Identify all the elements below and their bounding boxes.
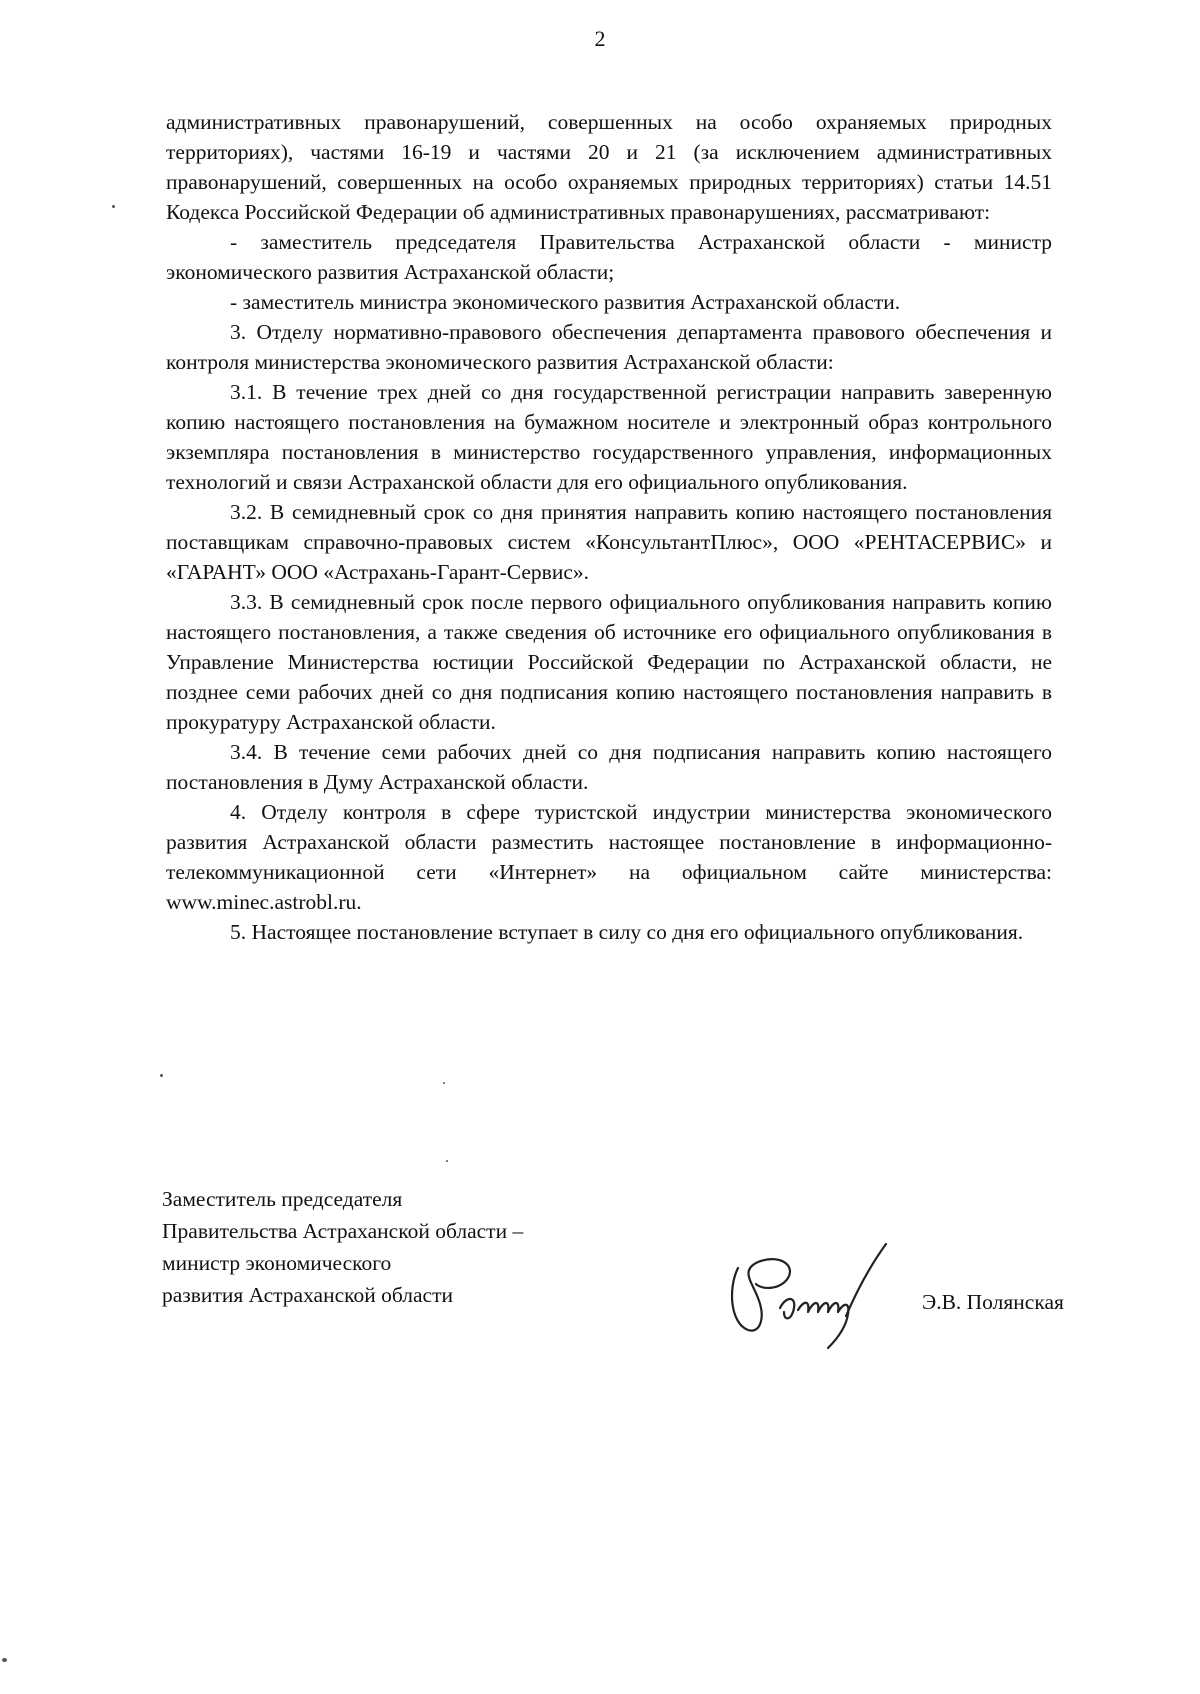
- paragraph-continuation: административных правонарушений, совершенных на особо охраняемых природных территориях), частями 16-19 и частями 20 и 21 (за исключением административных правонарушений, совершенных на особо охраняемых природных территориях) статьи 14.51 Кодекса Российской Федерации об административных правонарушениях, рассматривают:: [166, 110, 1052, 224]
- signatory-position: [162, 1183, 632, 1311]
- scan-speck: [2, 1658, 7, 1662]
- signatory-position-line: министр экономического: [162, 1251, 392, 1275]
- signer-name: Э.В. Полянская: [922, 1290, 1064, 1314]
- paragraph-section-3-4: 3.4. В течение семи рабочих дней со дня подписания направить копию настоящего постановления в Думу Астраханской области.: [166, 740, 1052, 794]
- paragraph-section-3-1: 3.1. В течение трех дней со дня государственной регистрации направить заверенную копию настоящего постановления на бумажном носителе и электронный образ контрольного экземпляра постановления в министерство государственного управления, информационных технологий и связи Астраханской области для его официального опубликования.: [166, 380, 1052, 494]
- page-number: 2: [594, 26, 606, 51]
- scan-speck: [443, 1082, 445, 1084]
- document-body: [166, 107, 1052, 947]
- scan-speck: [160, 1074, 163, 1077]
- paragraph-section-3-2: 3.2. В семидневный срок со дня принятия направить копию настоящего постановления поставщикам справочно-правовых систем «КонсультантПлюс», ООО «РЕНТАСЕРВИС» и «ГАРАНТ» ООО «Астрахань-Гарант-Сервис».: [166, 500, 1052, 584]
- signatory-position-line: Правительства Астраханской области –: [162, 1219, 524, 1243]
- signatory-position-line: развития Астраханской области: [162, 1283, 454, 1307]
- paragraph-item-deputy-minister: - заместитель министра экономического развития Астраханской области.: [230, 290, 901, 314]
- scan-speck: [112, 205, 115, 208]
- signatory-position-line: Заместитель председателя: [162, 1187, 403, 1211]
- paragraph-item-deputy-chairman: - заместитель председателя Правительства Астраханской области - министр экономического развития Астраханской области;: [166, 230, 1052, 284]
- paragraph-section-5: 5. Настоящее постановление вступает в силу со дня его официального опубликования.: [230, 920, 1024, 944]
- paragraph-section-3-3: 3.3. В семидневный срок после первого официального опубликования направить копию настоящего постановления, а также сведения об источнике его официального опубликования в Управление Министерства юстиции Российской Федерации по Астраханской области, не позднее семи рабочих дней со дня подписания копию настоящего постановления направить в прокуратуру Астраханской области.: [166, 590, 1052, 734]
- paragraph-section-3: 3. Отделу нормативно-правового обеспечения департамента правового обеспечения и контроля министерства экономического развития Астраханской области:: [166, 320, 1052, 374]
- scan-speck: [446, 1160, 448, 1162]
- handwritten-signature: [718, 1238, 898, 1358]
- paragraph-section-4: 4. Отделу контроля в сфере туристской индустрии министерства экономического развития Астраханской области разместить настоящее постановление в информационно-телекоммуникационной сети «Интернет» на официальном сайте министерства: www.minec.astrobl.ru.: [166, 800, 1052, 914]
